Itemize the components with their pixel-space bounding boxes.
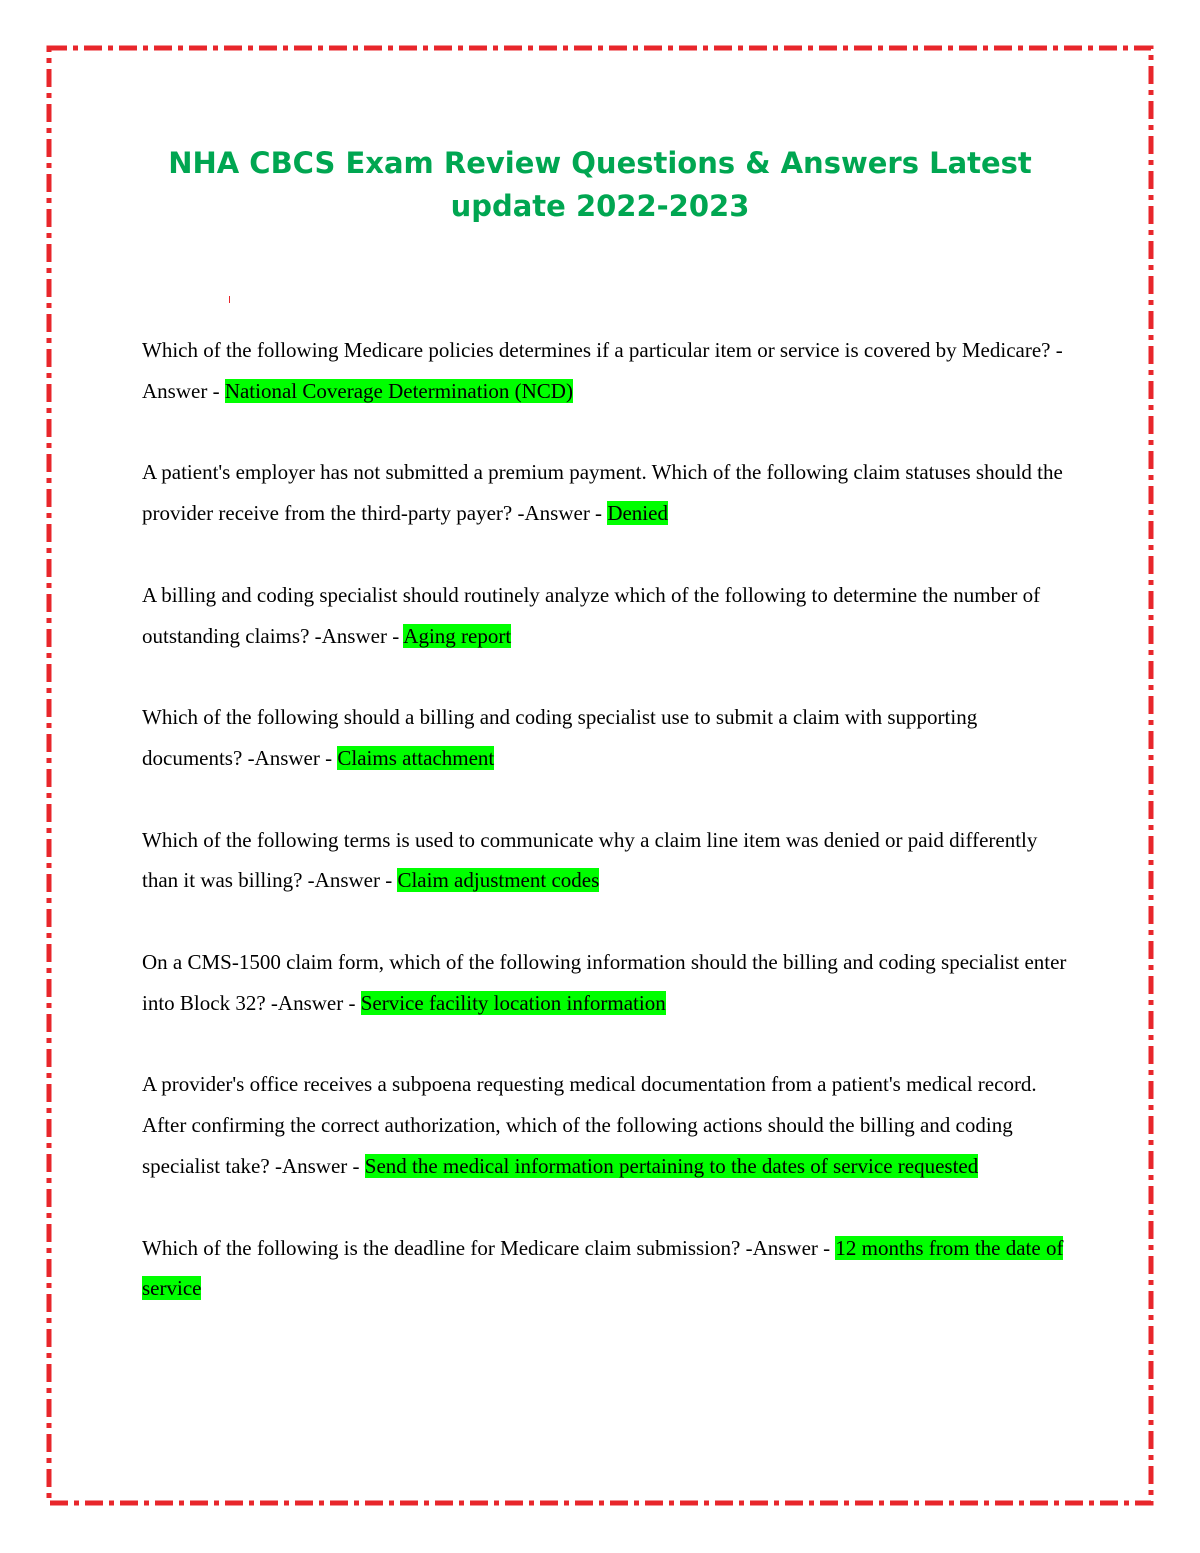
answer-separator: -Answer - (270, 990, 356, 1015)
document-title (150, 142, 1050, 228)
qa-item (142, 575, 1067, 657)
answer-text: Denied (607, 501, 668, 526)
qa-list (142, 330, 1067, 1350)
answer-text: Send the medical information pertaining to the dates of service requested (364, 1153, 979, 1178)
answer-text: Aging report (403, 623, 512, 648)
answer-separator: -Answer - (517, 501, 603, 526)
question-text: Which of the following terms is used to communicate why a claim line item was denied or paid differently than it was billing? (142, 827, 1038, 893)
answer-text: 12 months from the date of service (142, 1235, 1064, 1301)
document-title-line1: NHA CBCS Exam Review Questions & Answers Latest (168, 146, 1032, 180)
answer-text: Service facility location information (360, 990, 666, 1015)
qa-item (142, 330, 1067, 412)
question-text: A billing and coding specialist should routinely analyze which of the following to determine the number of outstanding claims? (142, 582, 1041, 648)
question-text: On a CMS-1500 claim form, which of the following information should the billing and coding specialist enter into Block 32? (142, 949, 1067, 1015)
answer-separator: -Answer - (142, 338, 1063, 403)
qa-item (142, 1228, 1067, 1310)
qa-item (142, 820, 1067, 902)
answer-separator: -Answer - (307, 868, 393, 893)
answer-separator: -Answer - (274, 1153, 360, 1178)
answer-text: Claims attachment (337, 745, 495, 770)
answer-text: National Coverage Determination (NCD) (224, 378, 573, 403)
qa-item (142, 1064, 1067, 1186)
question-text: Which of the following is the deadline for Medicare claim submission? (142, 1235, 741, 1260)
document-title-line2: update 2022-2023 (450, 189, 750, 223)
answer-text: Claim adjustment codes (397, 868, 600, 893)
qa-item (142, 697, 1067, 779)
answer-separator: -Answer - (745, 1235, 831, 1260)
stray-mark (229, 296, 230, 303)
question-text: A provider's office receives a subpoena requesting medical documentation from a patient's medical record. After confirming the correct authorization, which of the following actions should the billing and coding specialist take? (142, 1072, 1037, 1178)
question-text: Which of the following should a billing and coding specialist use to submit a claim with supporting documents? (142, 705, 978, 770)
qa-item (142, 452, 1067, 534)
qa-item (142, 942, 1067, 1024)
answer-separator: -Answer - (247, 745, 333, 770)
answer-separator: -Answer - (314, 623, 400, 648)
question-text: Which of the following Medicare policies determines if a particular item or service is covered by Medicare? (142, 338, 1051, 362)
question-text: A patient's employer has not submitted a premium payment. Which of the following claim statuses should the provider receive from the third-party payer? (142, 460, 1063, 526)
